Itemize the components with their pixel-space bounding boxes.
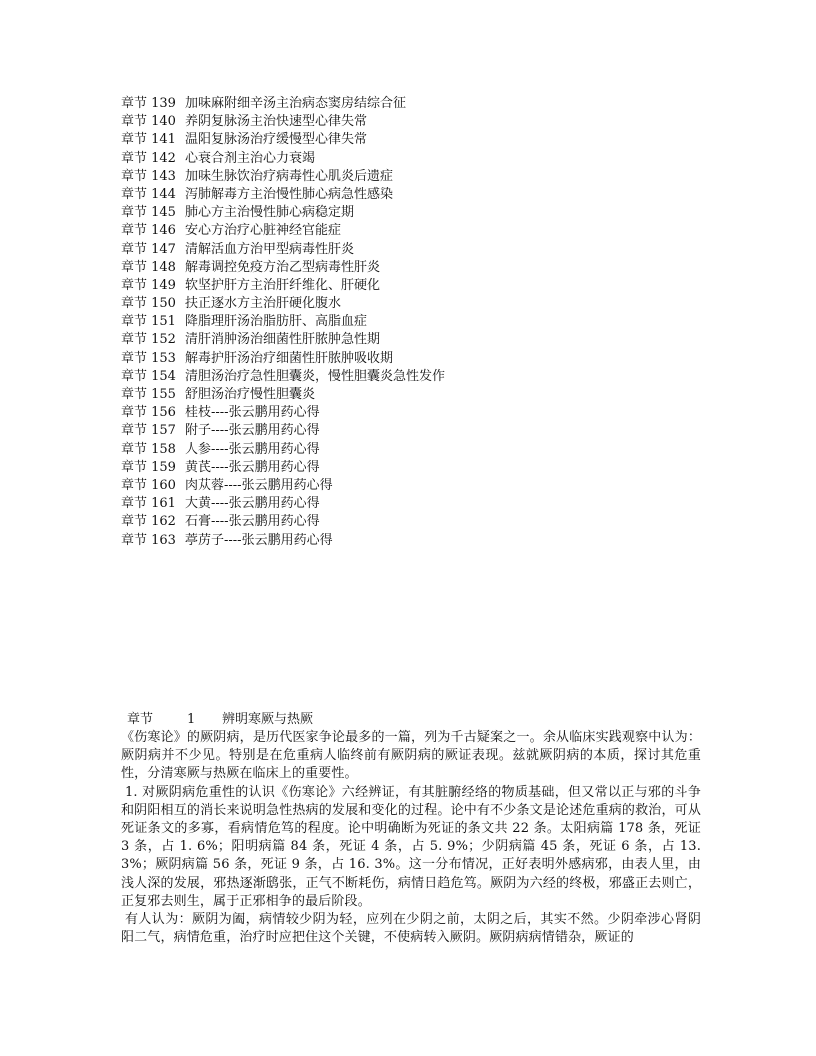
toc-entry-title: 舒胆汤治疗慢性胆囊炎 [185, 387, 316, 402]
toc-entry-number: 章节 142 [121, 150, 176, 166]
chapter-paragraph: 1. 对厥阴病危重性的认识《伤寒论》六经辨证，有其脏腑经络的物质基础，但又常以正与邪的斗争和阴阳相互的消长来说明急性热病的发展和变化的过程。论中有不少条文是论述危重病的救治，可从死证条文的多寡，看病情危笃的程度。论中明确断为死证的条文共 22 条。太阳病篇 178 条，死证 3 条，占 1. 6%；阳明病篇 84 条，死证 4 条，占 5. 9%；少阴病篇 45 条，死证 6 条，占 13. 3%；厥阴病篇 56 条，死证 9 条，占 16. 3%。这一分布情况，正好表明外感病邪，由表人里，由浅人深的发展，邪热逐渐鸱张，正气不断耗伤，病情日趋危笃。厥阴为六经的终极，邪盛正去则亡，正复邪去则生，属于正邪相争的最后阶段。 [121, 784, 701, 909]
toc-entry[interactable] [121, 368, 721, 386]
chapter-paragraph: 《伤寒论》的厥阴病，是历代医家争论最多的一篇，列为千古疑案之一。余从临床实践观察中认为：厥阴病并不少见。特别是在危重病人临终前有厥阴病的厥证表现。兹就厥阴病的本质，探讨其危重性，分清寒厥与热厥在临床上的重要性。 [121, 730, 701, 782]
toc-entry-title: 降脂理肝汤治脂肪肝、高脂血症 [185, 314, 368, 330]
toc-entry-title: 桂枝----张云鹏用药心得 [185, 405, 320, 421]
toc-entry[interactable] [121, 331, 721, 349]
chapter-heading [121, 711, 701, 729]
toc-entry-number: 章节 163 [121, 532, 176, 548]
toc-entry-number: 章节 152 [121, 332, 176, 348]
toc-entry-title: 泻肺解毒方主治慢性肺心病急性感染 [185, 186, 394, 202]
toc-entry-number: 章节 147 [121, 241, 176, 257]
toc-entry-number: 章节 156 [121, 405, 176, 421]
toc-entry-title: 加味麻附细辛汤主治病态窦房结综合征 [185, 96, 407, 111]
toc-entry-number: 章节 143 [121, 168, 176, 184]
toc-entry-number: 章节 144 [121, 186, 176, 202]
toc-entry[interactable] [121, 259, 721, 277]
toc-entry-number: 章节 155 [121, 387, 176, 402]
toc-entry[interactable] [121, 150, 721, 168]
toc-entry[interactable] [121, 168, 721, 186]
toc-entry[interactable] [121, 222, 721, 240]
toc-entry-title: 加味生脉饮治疗病毒性心肌炎后遗症 [185, 168, 394, 184]
toc-entry-number: 章节 148 [121, 259, 176, 275]
toc-entry[interactable] [121, 295, 721, 313]
toc-entry[interactable] [121, 113, 721, 131]
toc-entry-title: 清解活血方治甲型病毒性肝炎 [185, 241, 355, 257]
toc-entry-title: 养阴复脉汤主治快速型心律失常 [185, 114, 368, 130]
toc-entry-number: 章节 160 [121, 477, 176, 493]
toc-entry-title: 大黄----张云鹏用药心得 [185, 496, 320, 512]
toc-entry-title: 肺心方主治慢性肺心病稳定期 [185, 205, 355, 221]
toc-entry-number: 章节 158 [121, 441, 176, 457]
toc-entry-number: 章节 150 [121, 296, 176, 312]
toc-entry[interactable] [121, 441, 721, 459]
toc-entry-number: 章节 146 [121, 223, 176, 239]
toc-entry-number: 章节 151 [121, 314, 176, 330]
toc-entry[interactable] [121, 459, 721, 477]
toc-entry-title: 软坚护肝方主治肝纤维化、肝硬化 [185, 277, 381, 293]
toc-entry-title: 黄芪----张云鹏用药心得 [185, 459, 320, 475]
toc-entry[interactable] [121, 277, 721, 295]
toc-entry-number: 章节 139 [121, 96, 176, 111]
toc-entry-title: 扶正逐水方主治肝硬化腹水 [185, 296, 342, 312]
toc-entry-title: 附子----张云鹏用药心得 [185, 423, 320, 439]
toc-entry[interactable] [121, 131, 721, 149]
toc-entry-number: 章节 153 [121, 350, 176, 366]
toc-entry-number: 章节 161 [121, 496, 176, 512]
chapter-paragraph: 有人认为：厥阴为阖，病情较少阴为轻，应列在少阴之前，太阴之后，其实不然。少阴牵涉心肾阴阳二气，病情危重，治疗时应把住这个关键，不使病转入厥阴。厥阴病病情错杂，厥证的 [121, 912, 701, 946]
toc-entry-number: 章节 149 [121, 277, 176, 293]
chapter-title: 辨明寒厥与热厥 [222, 712, 314, 727]
toc-entry-title: 葶苈子----张云鹏用药心得 [185, 532, 333, 548]
toc-entry-number: 章节 140 [121, 114, 176, 130]
toc-entry-title: 清胆汤治疗急性胆囊炎，慢性胆囊炎急性发作 [185, 368, 446, 384]
toc-entry-number: 章节 154 [121, 368, 176, 384]
chapter-number: 1 [187, 712, 196, 727]
toc-entry[interactable] [121, 422, 721, 440]
toc-entry[interactable] [121, 386, 721, 404]
toc-entry[interactable] [121, 513, 721, 531]
toc-entry-title: 安心方治疗心脏神经官能症 [185, 223, 342, 239]
toc-entry-number: 章节 145 [121, 205, 176, 221]
toc-entry-title: 人参----张云鹏用药心得 [185, 441, 320, 457]
toc-entry-title: 肉苁蓉----张云鹏用药心得 [185, 477, 333, 493]
toc-entry-number: 章节 157 [121, 423, 176, 439]
toc-entry[interactable] [121, 313, 721, 331]
toc-entry-title: 心衰合剂主治心力衰竭 [185, 150, 316, 166]
toc-entry[interactable] [121, 404, 721, 422]
toc-entry[interactable] [121, 241, 721, 259]
toc-entry-number: 章节 141 [121, 132, 176, 148]
chapter-toc [121, 95, 721, 550]
chapter-label: 章节 [127, 712, 154, 727]
toc-entry-title: 石膏----张云鹏用药心得 [185, 514, 320, 530]
toc-entry-title: 解毒护肝汤治疗细菌性肝脓肿吸收期 [185, 350, 394, 366]
chapter-body [121, 711, 701, 947]
toc-entry[interactable] [121, 350, 721, 368]
toc-entry-title: 清肝消肿汤治细菌性肝脓肿急性期 [185, 332, 381, 348]
toc-entry[interactable] [121, 477, 721, 495]
toc-entry-number: 章节 159 [121, 459, 176, 475]
toc-entry[interactable] [121, 204, 721, 222]
toc-entry[interactable] [121, 495, 721, 513]
toc-entry[interactable] [121, 95, 721, 113]
toc-entry-number: 章节 162 [121, 514, 176, 530]
toc-entry-title: 温阳复脉汤治疗缓慢型心律失常 [185, 132, 368, 148]
toc-entry-title: 解毒调控免疫方治乙型病毒性肝炎 [185, 259, 381, 275]
toc-entry[interactable] [121, 532, 721, 550]
toc-entry[interactable] [121, 186, 721, 204]
